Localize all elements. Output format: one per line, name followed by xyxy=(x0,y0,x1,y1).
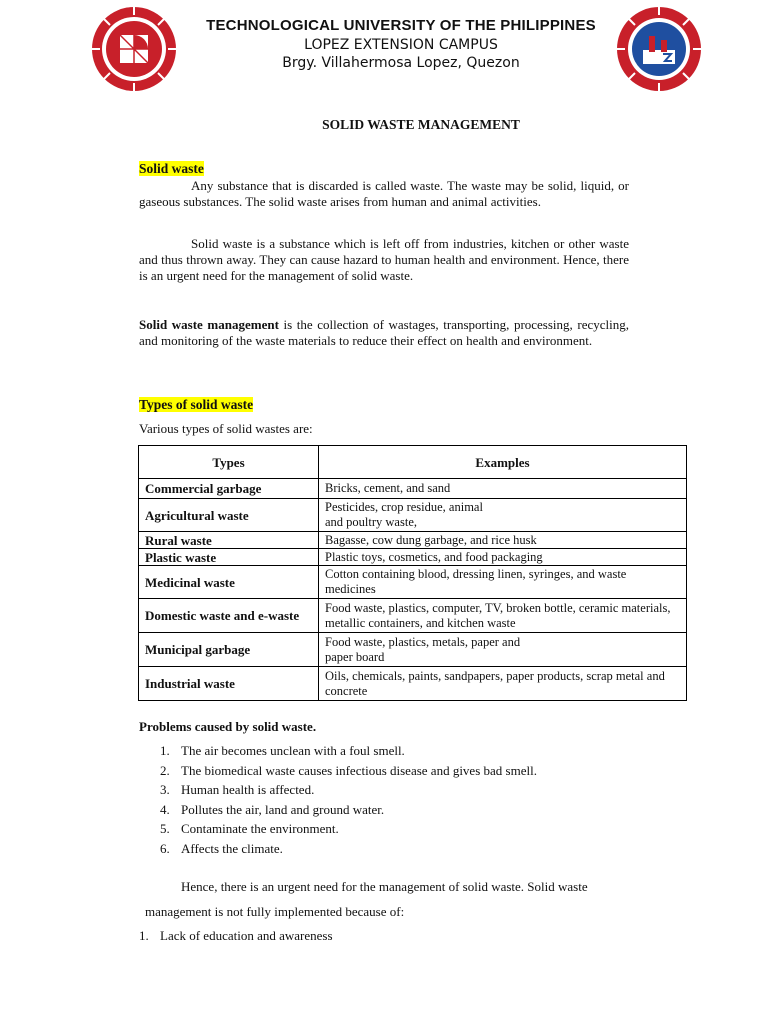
table-row xyxy=(139,599,687,633)
table-row xyxy=(139,566,687,599)
document-title: SOLID WASTE MANAGEMENT xyxy=(322,117,520,132)
swm-term: Solid waste management xyxy=(139,317,279,332)
examples-cell: Bricks, cement, and sand xyxy=(319,479,687,499)
campus-name: LOPEZ EXTENSION CAMPUS xyxy=(304,37,498,53)
table-header-row xyxy=(139,446,687,479)
types-intro: Various types of solid wastes are: xyxy=(139,421,313,436)
waste-types-table xyxy=(138,445,687,701)
type-cell: Agricultural waste xyxy=(139,499,319,532)
examples-cell: Food waste, plastics, computer, TV, broken bottle, ceramic materials, metallic containers, and kitchen waste xyxy=(319,599,687,633)
list-item: 5. Contaminate the environment. xyxy=(160,821,339,837)
hence-line-2: management is not fully implemented because of: xyxy=(145,904,405,919)
examples-cell: Cotton containing blood, dressing linen, syringes, and waste medicines xyxy=(319,566,687,599)
hence-line-1: Hence, there is an urgent need for the management of solid waste. Solid waste xyxy=(181,879,588,894)
table-row xyxy=(139,667,687,701)
list-item: 2. The biomedical waste causes infectious disease and gives bad smell. xyxy=(160,762,537,778)
campus-seal-right xyxy=(616,6,702,92)
list-item: 1. The air becomes unclean with a foul smell. xyxy=(160,743,405,758)
solid-waste-heading: Solid waste xyxy=(139,161,204,176)
type-cell: Rural waste xyxy=(139,532,319,549)
list-item: 6. Affects the climate. xyxy=(160,840,283,856)
university-name: TECHNOLOGICAL UNIVERSITY OF THE PHILIPPINES xyxy=(206,17,596,34)
column-header-examples: Examples xyxy=(319,446,687,479)
list-item: 3. Human health is affected. xyxy=(160,782,315,798)
swm-definition xyxy=(139,317,629,349)
list-item: 4. Pollutes the air, land and ground water. xyxy=(160,801,385,817)
type-cell: Commercial garbage xyxy=(139,479,319,499)
problems-heading: Problems caused by solid waste. xyxy=(139,719,317,734)
university-seal-left xyxy=(91,6,177,92)
solid-waste-paragraph-2: Solid waste is a substance which is left off from industries, kitchen or other waste and thus thrown away. They can cause hazard to human health and environment. Hence, there is an urgent need for the management of solid waste. xyxy=(139,236,629,283)
types-heading: Types of solid waste xyxy=(139,397,254,412)
table-row xyxy=(139,479,687,499)
type-cell: Medicinal waste xyxy=(139,566,319,599)
examples-cell: Pesticides, crop residue, animal and poultry waste, xyxy=(319,499,687,532)
type-cell: Plastic waste xyxy=(139,549,319,566)
column-header-types: Types xyxy=(139,446,319,479)
examples-cell: Oils, chemicals, paints, sandpapers, paper products, scrap metal and concrete xyxy=(319,667,687,701)
examples-cell: Food waste, plastics, metals, paper and paper board xyxy=(319,633,687,667)
problems-list xyxy=(160,741,537,859)
type-cell: Municipal garbage xyxy=(139,633,319,667)
examples-cell: Plastic toys, cosmetics, and food packaging xyxy=(319,549,687,566)
table-row xyxy=(139,532,687,549)
type-cell: Industrial waste xyxy=(139,667,319,701)
solid-waste-paragraph-1: Any substance that is discarded is called waste. The waste may be solid, liquid, or gaseous substances. The solid waste arises from human and animal activities. xyxy=(139,178,629,209)
type-cell: Domestic waste and e-waste xyxy=(139,599,319,633)
campus-address: Brgy. Villahermosa Lopez, Quezon xyxy=(282,55,520,71)
table-row xyxy=(139,499,687,532)
examples-cell: Bagasse, cow dung garbage, and rice husk xyxy=(319,532,687,549)
swm-definition-text: is the collection of wastages, transporting, processing, recycling, and monitoring of the waste materials to reduce their effect on health and environment. xyxy=(139,317,629,348)
table-row xyxy=(139,549,687,566)
lack-item: 1. Lack of education and awareness xyxy=(139,928,333,943)
table-row xyxy=(139,633,687,667)
